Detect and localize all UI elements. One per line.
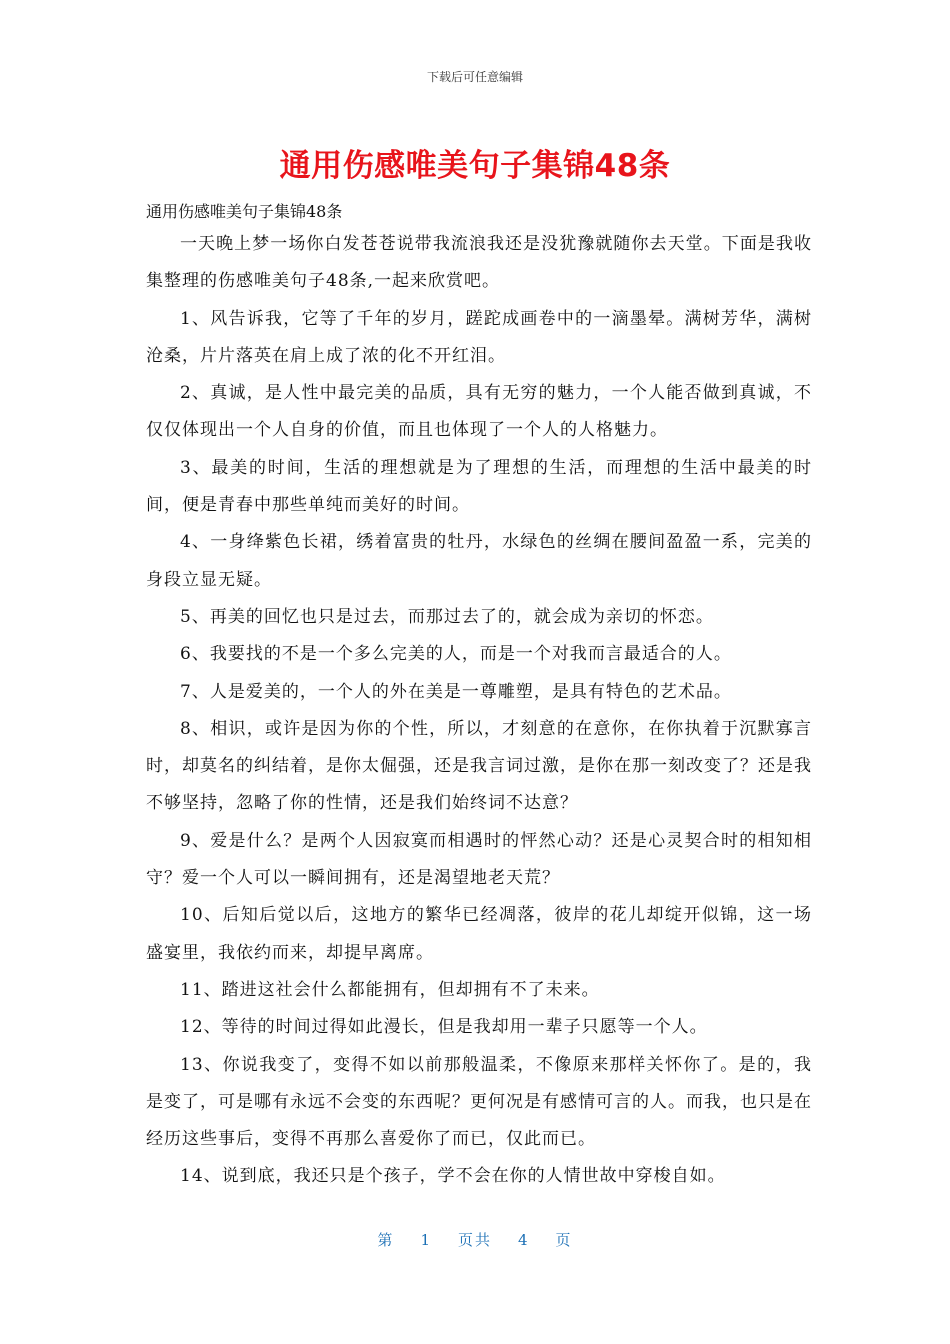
sentence-8: 8、相识，或许是因为你的个性，所以，才刻意的在意你，在你执着于沉默寡言时，却莫名的纠结着，是你太倔强，还是我言词过激，是你在那一刻改变了？还是我不够坚持，忽略了你的性情，还是我们始终词不达意？ [146,718,812,814]
intro-paragraph: 一天晚上梦一场你白发苍苍说带我流浪我还是没犹豫就随你去天堂。下面是我收集整理的伤感唯美句子48条,一起来欣赏吧。 [146,234,812,292]
sentence-5: 5、再美的回忆也只是过去，而那过去了的，就会成为亲切的怀恋。 [180,606,714,627]
sentence-10: 10、后知后觉以后，这地方的繁华已经凋落，彼岸的花儿却绽开似锦，这一场盛宴里，我依约而来，却提早离席。 [146,905,812,963]
sentence-4: 4、一身绛紫色长裙，绣着富贵的牡丹，水绿色的丝绸在腰间盈盈一系，完美的身段立显无疑。 [146,532,812,590]
header-note: 下载后可任意编辑 [426,70,523,84]
sentence-3: 3、最美的时间，生活的理想就是为了理想的生活，而理想的生活中最美的时间，便是青春中那些单纯而美好的时间。 [146,457,812,516]
document-subtitle: 通用伤感唯美句子集锦48条 [146,202,343,221]
footer-total-pages: 4 [518,1231,530,1249]
sentence-1: 1、风告诉我，它等了千年的岁月，蹉跎成画卷中的一滴墨晕。满树芳华，满树沧桑，片片落英在肩上成了浓的化不开红泪。 [146,308,812,366]
sentence-6: 6、我要找的不是一个多么完美的人，而是一个对我而言最适合的人。 [180,644,732,665]
page-footer [0,1229,950,1250]
document-body [146,226,812,1196]
sentence-9: 9、爱是什么？是两个人因寂寞而相遇时的怦然心动？还是心灵契合时的相知相守？爱一个人可以一瞬间拥有，还是渴望地老天荒？ [146,830,812,889]
footer-middle: 页共 [457,1231,492,1249]
sentence-14: 14、说到底，我还只是个孩子，学不会在你的人情世故中穿梭自如。 [180,1166,726,1187]
sentence-2: 2、真诚，是人性中最完美的品质，具有无穷的魅力，一个人能否做到真诚，不仅仅体现出一个人自身的价值，而且也体现了一个人的人格魅力。 [146,383,812,441]
footer-page-number: 1 [420,1231,432,1249]
sentence-12: 12、等待的时间过得如此漫长，但是我却用一辈子只愿等一个人。 [180,1017,708,1038]
sentence-13: 13、你说我变了，变得不如以前那般温柔，不像原来那样关怀你了。是的，我是变了，可是哪有永远不会变的东西呢？更何况是有感情可言的人。而我，也只是在经历这些事后，变得不再那么喜爱你了而已，仅此而已。 [146,1054,812,1150]
sentence-11: 11、踏进这社会什么都能拥有，但却拥有不了未来。 [180,979,600,1000]
footer-prefix: 第 [377,1231,395,1249]
sentence-7: 7、人是爱美的，一个人的外在美是一尊雕塑，是具有特色的艺术品。 [180,681,732,702]
document-title: 通用伤感唯美句子集锦48条 [279,148,671,184]
footer-suffix: 页 [555,1231,573,1249]
